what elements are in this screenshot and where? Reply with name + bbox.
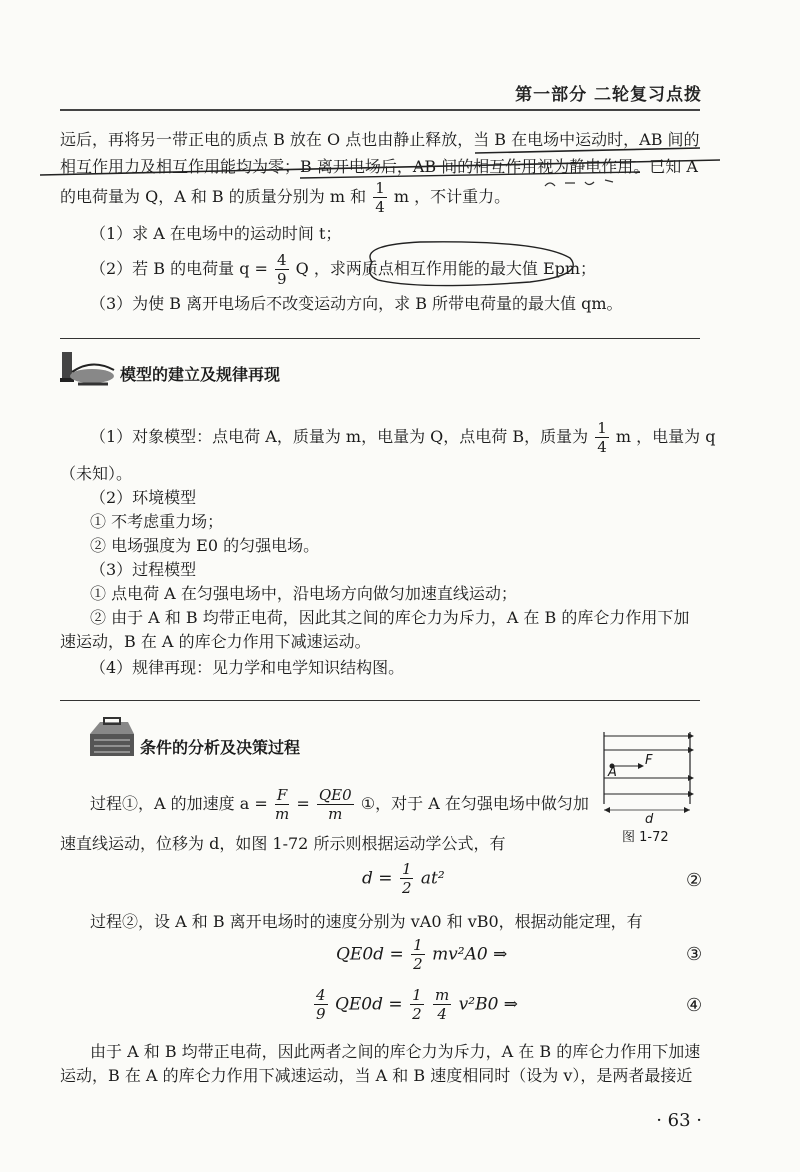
problem-line-2: 相互作用力及相互作用能均为零；B 离开电场后，AB 间的相互作用视为静电作用。已知 A (60, 157, 698, 176)
label-a: A (608, 765, 617, 780)
fraction: $\frac{1}{4}$ (597, 418, 607, 456)
model-item-2: （2）环境模型 (90, 488, 197, 507)
model-item-3b: ② 由于 A 和 B 均带正电荷，因此其之间的库仑力为斥力，A 在 B 的库仑力作用下加 (90, 608, 690, 627)
section-divider (60, 338, 700, 339)
problem-line-3: 的电荷量为 Q，A 和 B 的质量分别为 m 和 $\frac{1}{4}$ m ，不计重力。 (60, 178, 511, 216)
section-divider (60, 700, 700, 701)
model-item-3a: ① 点电荷 A 在匀强电场中，沿电场方向做匀加速直线运动； (90, 584, 517, 603)
model-item-3b-cont: 速运动，B 在 A 的库仑力作用下减速运动。 (60, 632, 371, 651)
question-3: （3）为使 B 离开电场后不改变运动方向，求 B 所带电荷量的最大值 qm。 (90, 294, 623, 313)
running-header: 第一部分 二轮复习点拨 (515, 85, 702, 105)
section-title-analysis: 条件的分析及决策过程 (140, 738, 301, 757)
label-f: F (645, 753, 653, 768)
question-2: （2）若 B 的电荷量 q = $\frac{4}{9}$ Q ，求两质点相互作用能的最大值 Epm； (90, 250, 597, 288)
equation-number-2: ② (686, 870, 703, 891)
equation-number-4: ④ (686, 995, 703, 1016)
model-item-2b: ② 电场强度为 E0 的匀强电场。 (90, 536, 320, 555)
fraction: $\frac{4}{9}$ (277, 250, 287, 288)
fraction: $\frac{1}{4}$ (375, 178, 385, 216)
header-rule (60, 109, 700, 111)
equation-2: d = $\frac{1}{2}$ at² (362, 860, 445, 897)
analysis-line-1: 过程①，A 的加速度 a = $\frac{F}{m}$ = $\frac{QE0}{m}$ ①，对于 A 在匀强电场中做匀加 (90, 785, 589, 823)
analysis-line-4: 由于 A 和 B 均带正电荷，因此两者之间的库仑力为斥力，A 在 B 的库仑力作用下加速 (90, 1042, 701, 1061)
model-item-4: （4）规律再现：见力学和电学知识结构图。 (90, 658, 405, 677)
problem-line-1: 远后，再将另一带正电的质点 B 放在 O 点也由静止释放，当 B 在电场中运动时，AB 间的 (60, 130, 700, 149)
analysis-line-2: 速直线运动，位移为 d，如图 1-72 所示则根据运动学公式，有 (60, 834, 506, 853)
trophy-icon (58, 348, 120, 392)
label-d: d (645, 812, 654, 827)
equation-number-3: ③ (686, 944, 703, 965)
model-item-3: （3）过程模型 (90, 560, 197, 579)
toolbox-icon (86, 716, 138, 760)
equation-4: $\frac{4}{9}$ QE0d = $\frac{1}{2}$ $\frac{m}{4}$ v²B0 ⇒ (316, 986, 519, 1023)
analysis-line-5: 运动，B 在 A 的库仑力作用下减速运动，当 A 和 B 速度相同时（设为 v），是两者最接近 (60, 1066, 693, 1085)
model-item-2a: ① 不考虑重力场； (90, 512, 224, 531)
equation-3: QE0d = $\frac{1}{2}$ mv²A0 ⇒ (336, 936, 508, 973)
analysis-line-3: 过程②，设 A 和 B 离开电场时的速度分别为 vA0 和 vB0，根据动能定理，有 (90, 912, 643, 931)
page-number: · 63 · (656, 1110, 702, 1131)
section-title-model: 模型的建立及规律再现 (120, 365, 281, 384)
question-1: （1）求 A 在电场中的运动时间 t； (90, 224, 342, 243)
model-item-1-cont: （未知）。 (60, 464, 133, 483)
model-item-1: （1）对象模型：点电荷 A，质量为 m，电量为 Q，点电荷 B，质量为 $\frac{1}{4}$ m ，电量为 q (90, 418, 716, 456)
figure-caption: 图 1-72 (622, 830, 669, 845)
